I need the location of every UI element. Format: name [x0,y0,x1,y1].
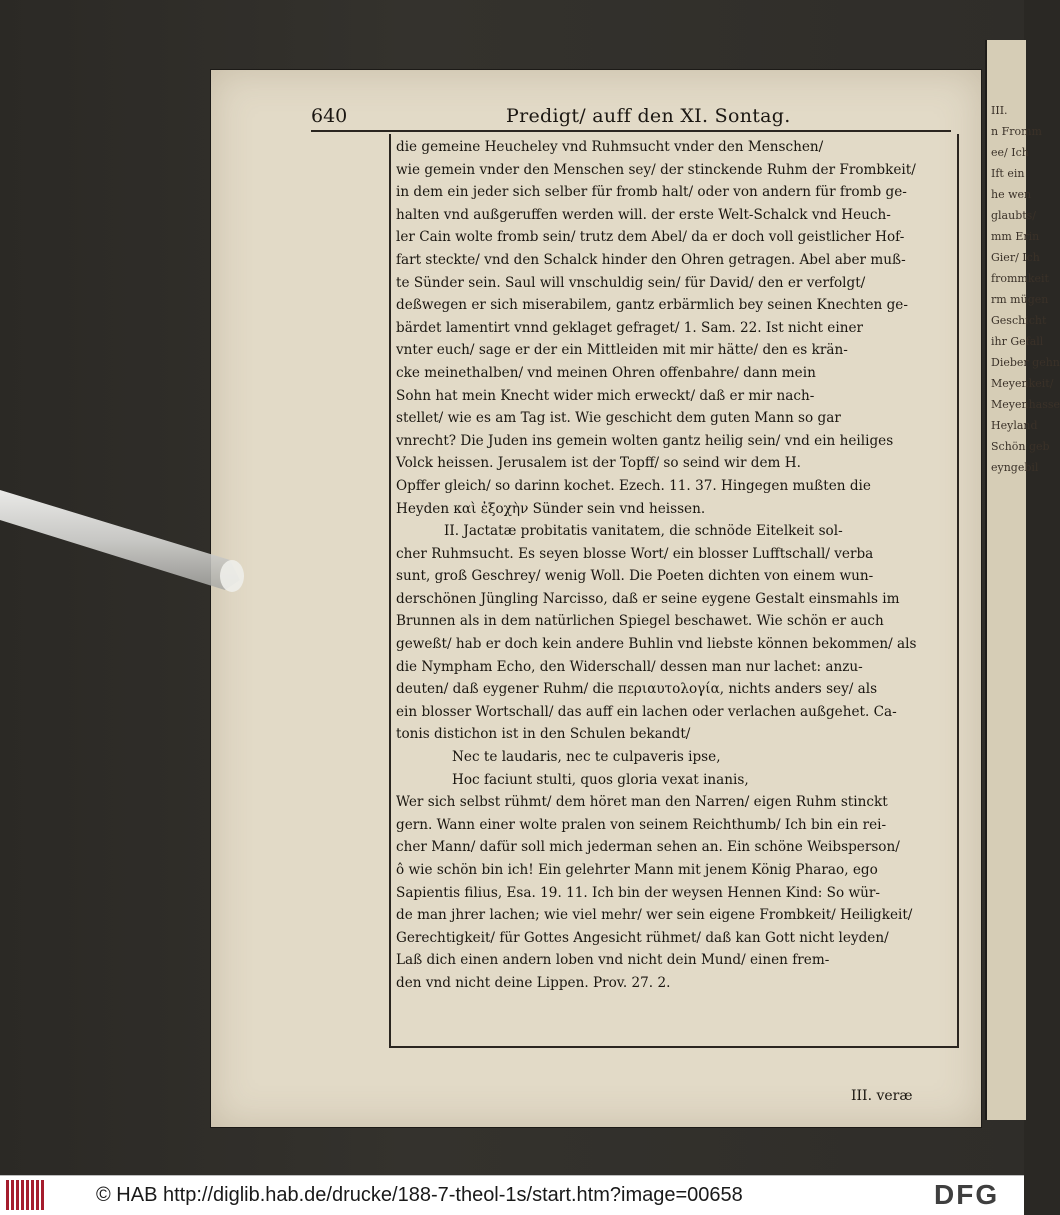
text-line: cke meinethalben/ vnd meinen Ohren offenbahre/ dann mein [396,364,816,381]
text-line: den vnd nicht deine Lippen. Prov. 27. 2. [396,974,671,991]
dfg-logo: DFG [934,1179,1000,1210]
text-line: Wer sich selbst rühmt/ dem höret man den Narren/ eigen Ruhm stinckt [396,794,888,811]
text-line: Sapientis filius, Esa. 19. 11. Ich bin der weysen Hennen Kind: So wür- [396,884,880,901]
body-text [396,136,952,995]
text-line: vnter euch/ sage er der ein Mittleiden mit mir hätte/ den es krän- [396,342,848,359]
text-line: Heyden καὶ ἐξοχὴν Sünder sein vnd heissen. [396,500,706,517]
text-line: bärdet lamentirt vnnd geklaget gefraget/ 1. Sam. 22. Ist nicht einer [396,319,863,336]
text-line: in dem ein jeder sich selber für fromb halt/ oder von andern für fromb ge- [396,184,907,201]
text-line: derschönen Jüngling Narcisso, daß er seine eygene Gestalt einsmahls im [396,590,900,607]
text-line: die Nympham Echo, den Widerschall/ dessen man nur lachet: anzu- [396,658,863,675]
text-line: vnrecht? Die Juden ins gemein wolten gantz heilig sein/ vnd ein heiliges [396,432,894,449]
text-line: Sohn hat mein Knecht wider mich erweckt/ daß er mir nach- [396,387,815,404]
copyright-link[interactable]: © HAB http://diglib.hab.de/drucke/188-7-theol-1s/start.htm?image=00658 [96,1184,743,1206]
running-title: Predigt/ auff den XI. Sontag. [506,105,791,127]
hab-barcode-logo [6,1180,48,1210]
text-line: cher Mann/ dafür soll mich jederman sehen an. Ein schöne Weibsperson/ [396,839,900,856]
text-line: die gemeine Heucheley vnd Ruhmsucht vnder den Menschen/ [396,139,824,155]
text-line: gern. Wann einer wolte pralen von seinem Reichthumb/ Ich bin ein rei- [396,816,887,833]
text-line: stellet/ wie es am Tag ist. Wie geschicht dem guten Mann so gar [396,410,841,427]
page-number: 640 [311,105,348,127]
text-line: deuten/ daß eygener Ruhm/ die περιαυτολογία, nichts anders sey/ als [396,681,878,698]
text-line: wie gemein vnder den Menschen sey/ der stinckende Ruhm der Frombkeit/ [396,161,916,178]
text-line: ein blosser Wortschall/ das auff ein lachen oder verlachen außgehet. Ca- [396,703,897,720]
text-line: te Sünder sein. Saul will vnschuldig sein/ für David/ den er verfolgt/ [396,274,866,291]
page-header [311,103,951,131]
text-line: sunt, groß Geschrey/ wenig Woll. Die Poeten dichten von einem wun- [396,568,874,585]
text-line: Opffer gleich/ so darinn kochet. Ezech. 11. 37. Hingegen mußten die [396,477,871,494]
adjacent-page-edge [985,40,1060,1120]
text-line: Brunnen als in dem natürlichen Spiegel beschawet. Wie schön er auch [396,613,884,630]
text-line: II. Jactatæ probitatis vanitatem, die schnöde Eitelkeit sol- [444,523,843,540]
adjacent-page-fragments: III. n Fromm ee/ Ich Ift ein he wen glaubts/ mm Erin Gier/ Ich frommkeit rm mügen Geschicht ihr Gefall Dieber gehn Meyenkeit/ Meyenhasse Heyland Schön geb eyngebil [991,104,1060,474]
text-line: Volck heissen. Jerusalem ist der Topff/ so seind wir dem H. [396,455,801,472]
header-rule [311,130,951,132]
text-line: deßwegen er sich miserabilem, gantz erbärmlich bey seinen Knechten ge- [396,297,908,314]
text-line: geweßt/ hab er doch kein andere Buhlin vnd liebste können bekommen/ als [396,636,917,653]
catchword: III. veræ [851,1088,913,1104]
text-line: Hoc faciunt stulti, quos gloria vexat inanis, [452,771,749,788]
pointer-stick [0,480,250,590]
text-line: cher Ruhmsucht. Es seyen blosse Wort/ ein blosser Lufftschall/ verba [396,545,874,562]
text-line: Nec te laudaris, nec te culpaveris ipse, [452,749,721,766]
text-line: Laß dich einen andern loben vnd nicht dein Mund/ einen frem- [396,952,830,969]
text-line: fart steckte/ vnd den Schalck hinder den Ohren getragen. Abel aber muß- [396,251,906,268]
viewer-footer [0,1175,1024,1215]
book-page [211,70,981,1127]
text-line: ô wie schön bin ich! Ein gelehrter Mann mit jenem König Pharao, ego [396,862,878,878]
text-line: tonis distichon ist in den Schulen bekandt/ [396,726,691,743]
text-line: de man jhrer lachen; wie viel mehr/ wer sein eigene Frombkeit/ Heiligkeit/ [396,907,913,924]
text-line: ler Cain wolte fromb sein/ trutz dem Abel/ da er doch voll geistlicher Hof- [396,229,905,246]
text-line: Gerechtigkeit/ für Gottes Angesicht rühmet/ daß kan Gott nicht leyden/ [396,929,889,946]
text-line: halten vnd außgeruffen werden will. der erste Welt-Schalck vnd Heuch- [396,206,891,223]
